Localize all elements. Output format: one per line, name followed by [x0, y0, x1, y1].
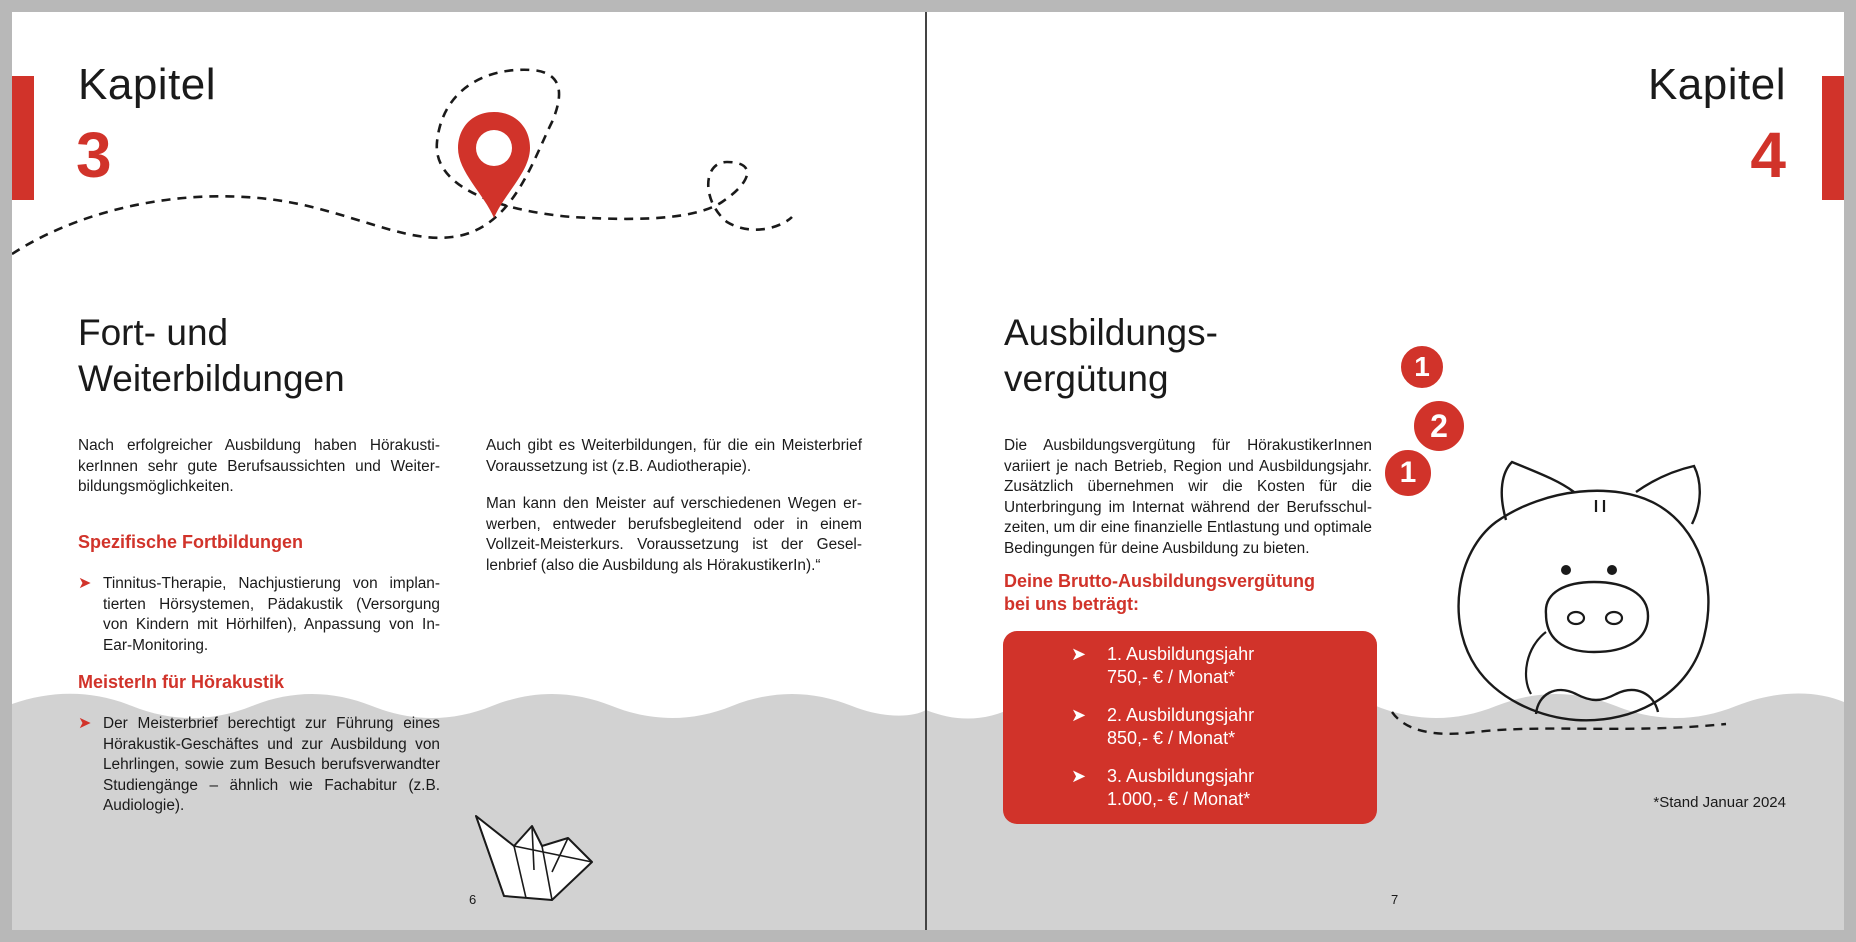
arrow-bullet-icon: ➤ [78, 715, 92, 732]
spine-line [925, 12, 927, 930]
pay-heading-line1: Deine Brutto-Ausbildungsvergütung [1004, 571, 1315, 591]
section-heading-meister: MeisterIn für Hörakustik [78, 672, 285, 692]
page-right [926, 12, 1844, 930]
pay-box [1003, 631, 1377, 824]
arrow-bullet-icon: ➤ [1071, 766, 1087, 786]
chapter-marker-bar [1822, 76, 1844, 200]
map-pin-icon [456, 110, 532, 220]
kapitel-label: Kapitel [78, 60, 217, 109]
brochure-spread [12, 12, 1844, 930]
year-amount: 850,- € / Monat* [1107, 728, 1236, 748]
column2-paragraph1: Auch gibt es Weiterbildungen, für die ein Meisterbrief Voraussetzung ist (z.B. Audiotherapie). [486, 437, 862, 475]
intro-paragraph: Die Ausbildungsvergütung für HörakustikerInnen variiert je nach Betrieb, Region und Ausbildungsjahr. Zusätzlich übernehmen wir die Kosten für die Unterbringung im Internat während der Berufsschulzeiten, um dir eine finanzielle Entlastung und optimale Bedingungen für deine Ausbildung zu bieten. [1004, 437, 1372, 557]
year-label: 2. Ausbildungsjahr [1107, 705, 1255, 725]
page-title-line1: Ausbildungs- [1004, 312, 1218, 353]
pay-heading-line2: bei uns beträgt: [1004, 594, 1140, 614]
coin-icon: 1 [1399, 344, 1445, 390]
year-label: 1. Ausbildungsjahr [1107, 644, 1255, 664]
year-amount: 1.000,- € / Monat* [1107, 789, 1251, 809]
page-title [1004, 310, 1218, 402]
arrow-bullet-icon: ➤ [1071, 705, 1087, 725]
page-left [12, 12, 926, 930]
year-amount: 750,- € / Monat* [1107, 667, 1236, 687]
footnote: *Stand Januar 2024 [1653, 794, 1786, 811]
arrow-bullet-icon: ➤ [78, 575, 92, 592]
chapter-number: 4 [1750, 119, 1786, 191]
year-label: 3. Ausbildungsjahr [1107, 766, 1255, 786]
bullet-fortbildungen [78, 574, 440, 664]
bullet-text: Tinnitus-Therapie, Nachjustierung von implantierten Hörsystemen, Pädakustik (Versorgung von Kindern mit Hörhilfen), Anpassung von In-Ear-Monitoring. [103, 575, 440, 654]
piggy-bank-icon [1426, 432, 1746, 752]
arrow-bullet-icon: ➤ [1071, 644, 1087, 664]
page-title-line1: Fort- und [78, 312, 229, 353]
page-number: 6 [469, 892, 477, 907]
pay-heading [1004, 570, 1315, 616]
coin-icon: 2 [1412, 399, 1466, 453]
section-heading-fortbildungen: Spezifische Fortbildungen [78, 532, 304, 552]
paper-boat-icon [468, 812, 598, 902]
page-title [78, 310, 345, 402]
intro-paragraph: Nach erfolgreicher Ausbildung haben HörakustikerInnen sehr gute Berufsaussichten und Weiterbildungsmöglichkeiten. [78, 437, 440, 495]
page-number: 7 [1391, 892, 1399, 907]
kapitel-label: Kapitel [1647, 60, 1786, 109]
chapter-number: 3 [76, 119, 112, 191]
bullet-meister [78, 714, 440, 824]
column2-paragraph2: Man kann den Meister auf verschiedenen Wegen erwerben, entweder berufsbegleitend oder in einem Vollzeit-Meisterkurs. Voraussetzung ist der Gesellenbrief (also die Ausbildung als HörakustikerIn).“ [486, 495, 862, 574]
page-title-line2: vergütung [1004, 358, 1169, 399]
bullet-text: Der Meisterbrief berechtigt zur Führung eines Hörakustik-Geschäftes und zur Ausbildung von Lehrlingen, sowie zum Besuch berufsverwandter Studiengänge – ähnlich wie Fachabitur (z.B. Audiologie). [103, 715, 440, 814]
coin-icon: 1 [1383, 448, 1433, 498]
page-title-line2: Weiterbildungen [78, 358, 345, 399]
